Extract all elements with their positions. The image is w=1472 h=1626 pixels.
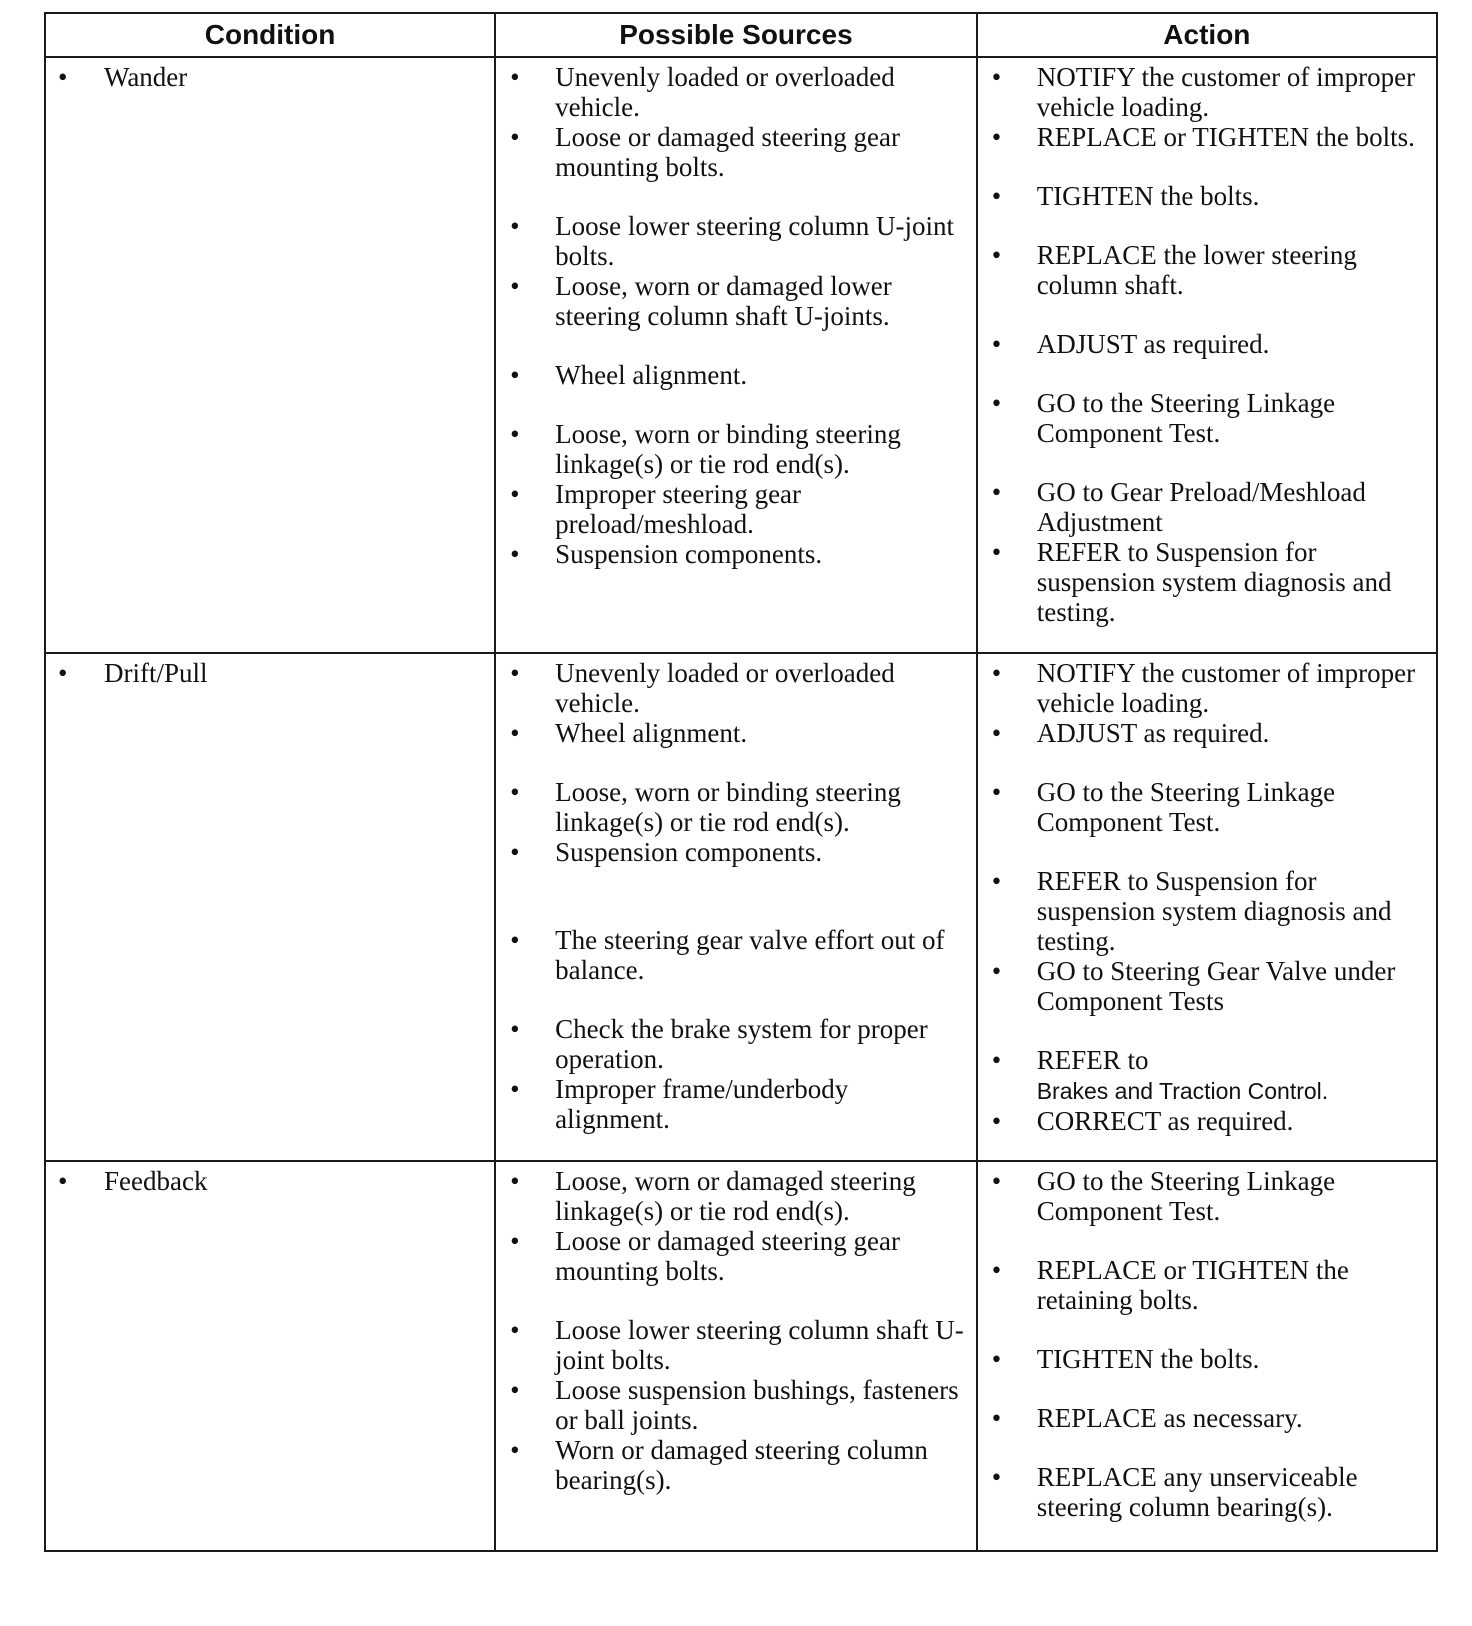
condition-label: Drift/Pull xyxy=(104,658,208,688)
bullet-icon: • xyxy=(991,1462,1002,1492)
action-text: REPLACE or TIGHTEN the bolts. xyxy=(1036,122,1415,152)
bullet-icon: • xyxy=(510,1074,520,1104)
sources-cell xyxy=(495,1161,977,1551)
bullet-icon: • xyxy=(991,718,1002,748)
source-item xyxy=(510,1375,968,1435)
source-text: Unevenly loaded or overloaded vehicle. xyxy=(555,62,895,122)
bullet-icon: • xyxy=(991,240,1002,270)
condition-item xyxy=(58,658,486,688)
source-item xyxy=(510,271,968,331)
bullet-icon: • xyxy=(991,1403,1002,1433)
action-item xyxy=(992,718,1428,748)
condition-item xyxy=(58,62,486,92)
action-item xyxy=(992,62,1428,122)
bullet-icon: • xyxy=(991,1255,1002,1285)
bullet-icon: • xyxy=(510,479,520,509)
bullet-icon: • xyxy=(58,658,68,688)
action-cell xyxy=(977,653,1437,1161)
bullet-icon: • xyxy=(991,537,1002,567)
bullet-icon: • xyxy=(510,1226,520,1256)
action-text: GO to the Steering Linkage Component Test. xyxy=(1036,1166,1336,1226)
table-row xyxy=(45,57,1437,653)
header-action: Action xyxy=(977,13,1437,57)
action-item xyxy=(992,388,1428,448)
sources-cell xyxy=(495,653,977,1161)
source-text: Loose lower steering column U-joint bolts. xyxy=(555,211,955,271)
bullet-icon: • xyxy=(510,122,520,152)
action-text: ADJUST as required. xyxy=(1036,718,1270,748)
action-item xyxy=(992,1462,1428,1522)
bullet-icon: • xyxy=(510,658,520,688)
source-text: Loose, worn or binding steering linkage(s) or tie rod end(s). xyxy=(555,419,901,479)
action-item xyxy=(992,240,1428,300)
source-text: Loose suspension bushings, fasteners or ball joints. xyxy=(555,1375,959,1435)
source-text: Suspension components. xyxy=(555,539,823,569)
bullet-icon: • xyxy=(991,477,1002,507)
bullet-icon: • xyxy=(991,1166,1002,1196)
source-text: Loose, worn or binding steering linkage(s) or tie rod end(s). xyxy=(555,777,901,837)
action-item xyxy=(992,658,1428,718)
action-text: REPLACE or TIGHTEN the retaining bolts. xyxy=(1036,1255,1349,1315)
bullet-icon: • xyxy=(991,329,1002,359)
bullet-icon: • xyxy=(991,388,1002,418)
action-text: REFER to Suspension for suspension system diagnosis and testing. xyxy=(1036,537,1392,627)
source-item xyxy=(510,1315,968,1375)
condition-item xyxy=(58,1166,486,1196)
action-cell xyxy=(977,57,1437,653)
source-item xyxy=(510,718,968,748)
bullet-icon: • xyxy=(510,1315,520,1345)
action-text: TIGHTEN the bolts. xyxy=(1036,181,1260,211)
bullet-icon: • xyxy=(510,211,520,241)
source-text: Check the brake system for proper operation. xyxy=(555,1014,928,1074)
action-item xyxy=(992,777,1428,837)
action-text: ADJUST as required. xyxy=(1036,329,1270,359)
header-condition: Condition xyxy=(45,13,495,57)
bullet-icon: • xyxy=(510,777,520,807)
bullet-icon: • xyxy=(510,419,520,449)
source-text: Wheel alignment. xyxy=(555,360,748,390)
source-text: Loose or damaged steering gear mounting bolts. xyxy=(555,122,900,182)
source-item xyxy=(510,658,968,718)
condition-cell xyxy=(45,653,495,1161)
table-row xyxy=(45,653,1437,1161)
action-text: NOTIFY the customer of improper vehicle loading. xyxy=(1036,62,1416,122)
source-item xyxy=(510,479,968,539)
action-item xyxy=(992,329,1428,359)
action-text: GO to the Steering Linkage Component Test. xyxy=(1036,777,1336,837)
source-item xyxy=(510,62,968,122)
bullet-icon: • xyxy=(510,271,520,301)
condition-label: Wander xyxy=(104,62,188,92)
action-cell xyxy=(977,1161,1437,1551)
bullet-icon: • xyxy=(510,837,520,867)
bullet-icon: • xyxy=(991,122,1002,152)
sources-cell xyxy=(495,57,977,653)
diagnosis-table xyxy=(44,12,1438,1552)
source-item xyxy=(510,777,968,837)
bullet-icon: • xyxy=(991,866,1002,896)
bullet-icon: • xyxy=(510,539,520,569)
source-item xyxy=(510,1074,968,1134)
bullet-icon: • xyxy=(510,1014,520,1044)
bullet-icon: • xyxy=(510,1375,520,1405)
action-text: REFER to xyxy=(1036,1045,1149,1075)
action-item xyxy=(992,1106,1428,1136)
action-item xyxy=(992,181,1428,211)
action-text: REFER to Suspension for suspension system diagnosis and testing. xyxy=(1036,866,1392,956)
action-text: GO to the Steering Linkage Component Test. xyxy=(1036,388,1336,448)
action-text: REPLACE as necessary. xyxy=(1036,1403,1303,1433)
action-text: NOTIFY the customer of improper vehicle loading. xyxy=(1036,658,1416,718)
bullet-icon: • xyxy=(991,1344,1002,1374)
bullet-icon: • xyxy=(991,1106,1002,1136)
source-text: Unevenly loaded or overloaded vehicle. xyxy=(555,658,895,718)
action-text: CORRECT as required. xyxy=(1036,1106,1294,1136)
condition-cell xyxy=(45,57,495,653)
action-text: TIGHTEN the bolts. xyxy=(1036,1344,1260,1374)
action-text: REPLACE any unserviceable steering column bearing(s). xyxy=(1036,1462,1358,1522)
source-text: Loose, worn or damaged lower steering column shaft U-joints. xyxy=(555,271,892,331)
bullet-icon: • xyxy=(510,925,520,955)
action-item xyxy=(992,537,1428,627)
bullet-icon: • xyxy=(991,658,1002,688)
source-text: Suspension components. xyxy=(555,837,823,867)
source-text: Improper frame/underbody alignment. xyxy=(555,1074,849,1134)
action-item xyxy=(992,1045,1428,1106)
action-text: GO to Steering Gear Valve under Component Tests xyxy=(1036,956,1396,1016)
action-reference: Brakes and Traction Control. xyxy=(1036,1078,1329,1104)
source-item xyxy=(510,539,968,569)
condition-label: Feedback xyxy=(104,1166,208,1196)
source-item xyxy=(510,1014,968,1074)
action-item xyxy=(992,1166,1428,1226)
bullet-icon: • xyxy=(510,360,520,390)
condition-cell xyxy=(45,1161,495,1551)
source-text: Wheel alignment. xyxy=(555,718,748,748)
header-sources: Possible Sources xyxy=(495,13,977,57)
source-text: Loose lower steering column shaft U-joint bolts. xyxy=(555,1315,964,1375)
source-text: Loose, worn or damaged steering linkage(s) or tie rod end(s). xyxy=(555,1166,916,1226)
action-item xyxy=(992,122,1428,152)
action-item xyxy=(992,477,1428,537)
source-item xyxy=(510,1166,968,1226)
source-item xyxy=(510,211,968,271)
action-item xyxy=(992,1344,1428,1374)
source-item xyxy=(510,122,968,182)
source-item xyxy=(510,925,968,985)
action-item xyxy=(992,1255,1428,1315)
bullet-icon: • xyxy=(991,956,1002,986)
action-item xyxy=(992,866,1428,956)
source-text: The steering gear valve effort out of balance. xyxy=(555,925,945,985)
source-item xyxy=(510,837,968,867)
bullet-icon: • xyxy=(991,181,1002,211)
source-item xyxy=(510,1435,968,1495)
bullet-icon: • xyxy=(991,1045,1002,1075)
bullet-icon: • xyxy=(510,1166,520,1196)
bullet-icon: • xyxy=(991,62,1002,92)
action-item xyxy=(992,1403,1428,1433)
action-text: REPLACE the lower steering column shaft. xyxy=(1036,240,1357,300)
source-text: Worn or damaged steering column bearing(s). xyxy=(555,1435,928,1495)
source-item xyxy=(510,1226,968,1286)
source-item xyxy=(510,360,968,390)
table-row xyxy=(45,1161,1437,1551)
bullet-icon: • xyxy=(991,777,1002,807)
action-item xyxy=(992,956,1428,1016)
bullet-icon: • xyxy=(510,718,520,748)
source-text: Loose or damaged steering gear mounting bolts. xyxy=(555,1226,900,1286)
action-text: GO to Gear Preload/Meshload Adjustment xyxy=(1036,477,1366,537)
header-row xyxy=(45,13,1437,57)
source-text: Improper steering gear preload/meshload. xyxy=(555,479,802,539)
bullet-icon: • xyxy=(58,62,68,92)
bullet-icon: • xyxy=(510,1435,520,1465)
bullet-icon: • xyxy=(58,1166,68,1196)
bullet-icon: • xyxy=(510,62,520,92)
source-item xyxy=(510,419,968,479)
